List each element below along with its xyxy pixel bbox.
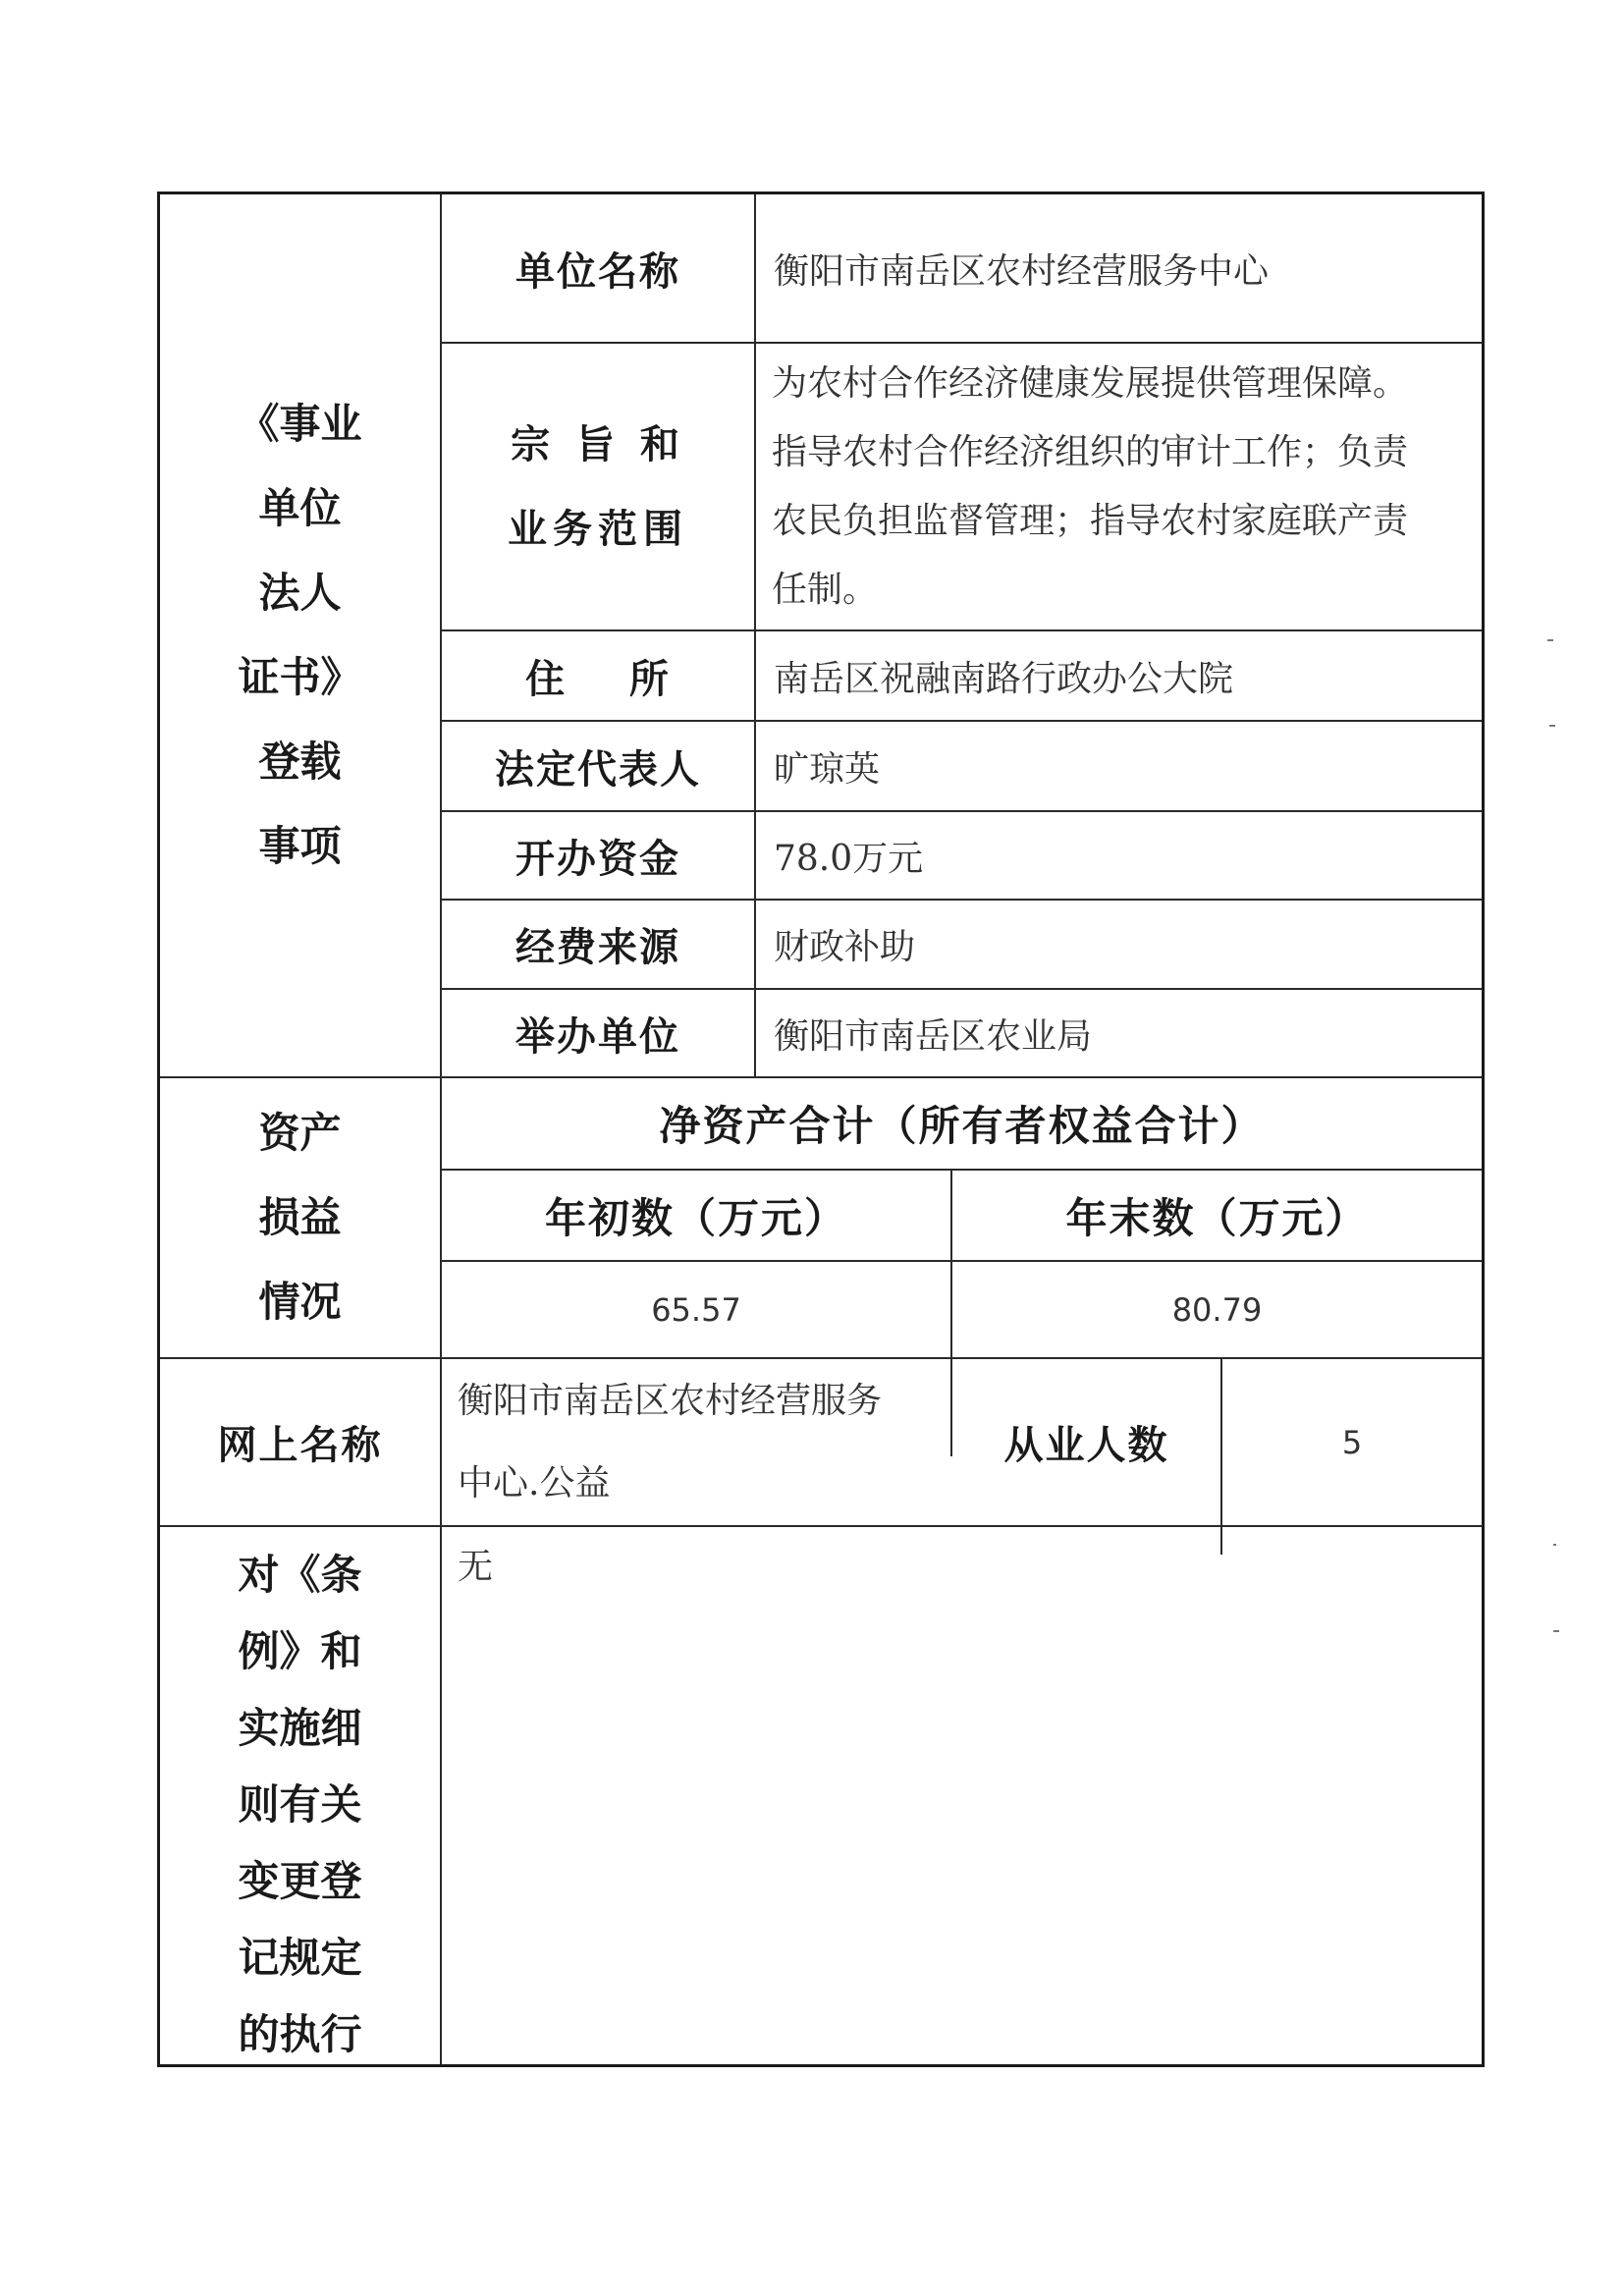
value-line: 指导农村合作经济组织的审计工作；负责 — [772, 431, 1409, 472]
purpose-scope-value — [756, 344, 1482, 629]
label-line: 情况 — [258, 1278, 342, 1326]
address-label: 住 所 — [525, 655, 671, 702]
value-line: 中心.公益 — [458, 1462, 611, 1503]
label-line: 损益 — [258, 1193, 342, 1241]
registration-section-label — [160, 194, 440, 1076]
address-value: 南岳区祝融南路行政办公大院 — [774, 658, 1234, 699]
label-line: 变更登 — [238, 1857, 362, 1905]
sponsor-label: 举办单位 — [515, 1012, 680, 1060]
begin-year-label: 年初数（万元） — [544, 1193, 847, 1242]
value-line: 任制。 — [772, 569, 879, 610]
label-line: 证书》 — [238, 653, 362, 701]
staff-count-value: 5 — [1341, 1423, 1363, 1461]
unit-name-label: 单位名称 — [515, 247, 680, 295]
unit-name-value: 衡阳市南岳区农村经营服务中心 — [774, 250, 1270, 292]
label-line: 业务范围 — [508, 505, 688, 552]
capital-value: 78.0万元 — [774, 838, 924, 879]
label-line: 事项 — [258, 822, 342, 870]
label-line: 法人 — [258, 569, 342, 617]
begin-year-value: 65.57 — [651, 1290, 741, 1329]
label-line: 《事业 — [238, 400, 362, 448]
label-line: 的执行 — [238, 2010, 362, 2058]
label-line: 资产 — [258, 1109, 342, 1157]
assets-section-label — [160, 1078, 440, 1357]
funding-value: 财政补助 — [774, 927, 916, 967]
scan-mark — [1553, 1630, 1559, 1632]
label-line: 登载 — [258, 738, 342, 786]
legal-rep-label: 法定代表人 — [495, 745, 701, 793]
online-name-value — [442, 1359, 950, 1525]
label-line: 对《条 — [238, 1551, 362, 1599]
value-line: 衡阳市南岳区农村经营服务 — [458, 1380, 883, 1421]
regulation-value: 无 — [458, 1547, 494, 1587]
scan-mark — [1553, 1544, 1556, 1546]
regulation-label — [160, 1527, 440, 2064]
report-table — [157, 191, 1485, 2067]
label-line: 则有关 — [238, 1780, 362, 1829]
online-name-label: 网上名称 — [217, 1422, 383, 1468]
scan-mark — [1549, 725, 1555, 727]
end-year-value: 80.79 — [1171, 1290, 1263, 1329]
value-line: 为农村合作经济健康发展提供管理保障。 — [772, 362, 1409, 404]
value-line: 农民负担监督管理；指导农村家庭联产责 — [772, 500, 1409, 541]
legal-rep-value: 旷琼英 — [774, 748, 881, 790]
net-assets-header: 净资产合计（所有者权益合计） — [659, 1102, 1265, 1150]
capital-label: 开办资金 — [515, 835, 680, 882]
label-line: 实施细 — [238, 1704, 362, 1752]
label-line: 宗 旨 和 — [511, 420, 685, 467]
scan-mark — [1547, 639, 1553, 641]
end-year-label: 年末数（万元） — [1065, 1193, 1369, 1242]
label-line: 记规定 — [238, 1934, 362, 1982]
sponsor-value: 衡阳市南岳区农业局 — [774, 1015, 1093, 1057]
staff-count-label: 从业人数 — [1003, 1422, 1169, 1468]
label-line: 例》和 — [238, 1627, 362, 1675]
purpose-scope-label — [442, 344, 754, 629]
label-line: 单位 — [258, 484, 342, 532]
funding-label: 经费来源 — [515, 924, 680, 970]
